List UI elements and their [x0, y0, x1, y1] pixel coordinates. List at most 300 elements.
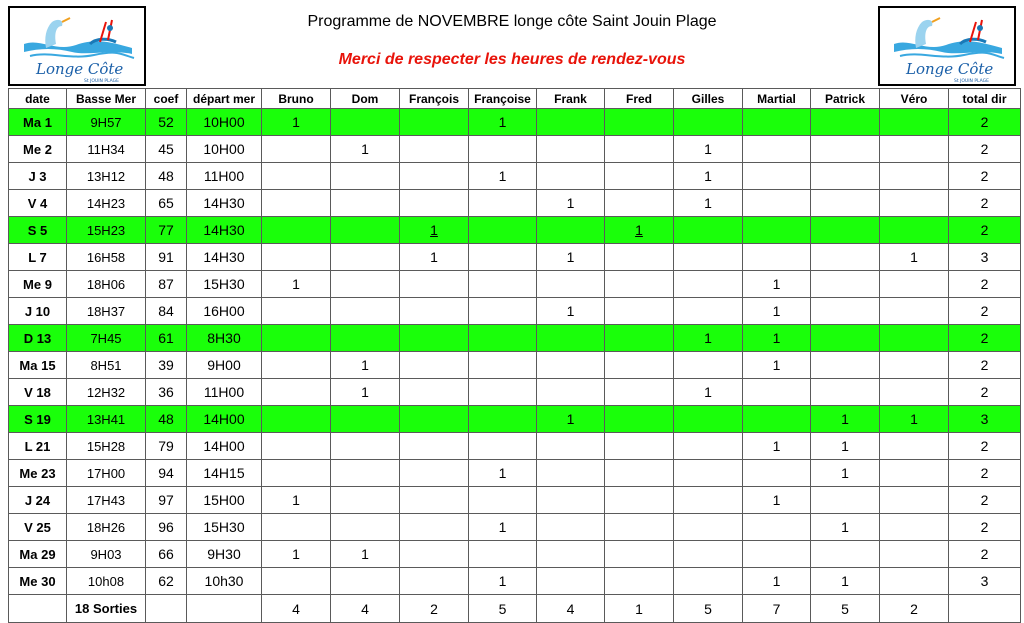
cell-basse-mer: 7H45: [67, 325, 146, 352]
cell-depart-mer: 14H30: [187, 190, 262, 217]
cell-basse-mer: 17H00: [67, 460, 146, 487]
cell-coef: 94: [146, 460, 187, 487]
cell-coef: 84: [146, 298, 187, 325]
cell-francois: [400, 109, 469, 136]
total-bruno: 4: [262, 595, 331, 623]
cell-francois: [400, 433, 469, 460]
cell-fred: [605, 271, 674, 298]
cell-frank: [537, 217, 605, 244]
header-row: [9, 89, 1021, 109]
cell-martial: [743, 460, 811, 487]
cell-francoise: [469, 244, 537, 271]
cell-coef: 97: [146, 487, 187, 514]
column-header-patrick: Patrick: [811, 89, 880, 109]
table-row: [9, 541, 1021, 568]
cell-basse-mer: 18H06: [67, 271, 146, 298]
cell-depart-mer: 11H00: [187, 163, 262, 190]
cell-total-dir: 3: [949, 244, 1021, 271]
cell-frank: 1: [537, 244, 605, 271]
cell-coef: 48: [146, 163, 187, 190]
cell-dom: [331, 487, 400, 514]
cell-date: L 7: [9, 244, 67, 271]
cell-gilles: [674, 352, 743, 379]
cell-vero: [880, 460, 949, 487]
cell-depart-mer: 9H00: [187, 352, 262, 379]
cell-date: Ma 1: [9, 109, 67, 136]
column-header-gilles: Gilles: [674, 89, 743, 109]
cell-coef: 39: [146, 352, 187, 379]
cell-date: Me 23: [9, 460, 67, 487]
cell-total-dir: 2: [949, 136, 1021, 163]
cell-date: L 21: [9, 433, 67, 460]
cell-martial: [743, 379, 811, 406]
cell-vero: [880, 190, 949, 217]
cell-martial: [743, 109, 811, 136]
table-row: [9, 217, 1021, 244]
cell-vero: [880, 433, 949, 460]
cell-martial: [743, 541, 811, 568]
cell-patrick: [811, 244, 880, 271]
cell-francoise: [469, 325, 537, 352]
cell-coef: 48: [146, 406, 187, 433]
cell-dom: [331, 217, 400, 244]
logo-right: [878, 6, 1016, 86]
cell-francois: [400, 136, 469, 163]
cell-dom: [331, 163, 400, 190]
table-row: [9, 379, 1021, 406]
total-martial: 7: [743, 595, 811, 623]
cell-depart-mer: 15H30: [187, 514, 262, 541]
cell-bruno: [262, 136, 331, 163]
cell-dom: [331, 190, 400, 217]
cell-martial: [743, 514, 811, 541]
table-row: [9, 298, 1021, 325]
cell-gilles: [674, 298, 743, 325]
cell-total-dir: 2: [949, 109, 1021, 136]
total-francois: 2: [400, 595, 469, 623]
cell-bruno: 1: [262, 109, 331, 136]
cell-fred: 1: [605, 217, 674, 244]
cell-basse-mer: 18H26: [67, 514, 146, 541]
cell-fred: [605, 514, 674, 541]
cell-coef: 66: [146, 541, 187, 568]
cell-dom: [331, 433, 400, 460]
cell-fred: [605, 487, 674, 514]
cell-bruno: [262, 460, 331, 487]
cell-basse-mer: 14H23: [67, 190, 146, 217]
cell-martial: 1: [743, 271, 811, 298]
cell-total-dir: 2: [949, 325, 1021, 352]
cell-date: J 24: [9, 487, 67, 514]
cell-total-dir: 2: [949, 379, 1021, 406]
cell-martial: [743, 190, 811, 217]
cell-depart-mer: 14H30: [187, 217, 262, 244]
cell-depart-mer: 15H00: [187, 487, 262, 514]
cell-francois: [400, 271, 469, 298]
cell-frank: [537, 109, 605, 136]
cell-francois: 1: [400, 244, 469, 271]
cell-date: S 19: [9, 406, 67, 433]
cell-coef: 52: [146, 109, 187, 136]
cell-total-dir: 2: [949, 514, 1021, 541]
cell-martial: [743, 244, 811, 271]
cell-vero: [880, 487, 949, 514]
column-header-bruno: Bruno: [262, 89, 331, 109]
table-row: [9, 190, 1021, 217]
cell-total-dir: 2: [949, 487, 1021, 514]
cell-gilles: 1: [674, 190, 743, 217]
cell-patrick: [811, 298, 880, 325]
total-frank: 4: [537, 595, 605, 623]
cell-fred: [605, 190, 674, 217]
cell-gilles: [674, 568, 743, 595]
cell-dom: 1: [331, 136, 400, 163]
column-header-frank: Frank: [537, 89, 605, 109]
cell-depart-mer: 14H15: [187, 460, 262, 487]
cell-francois: 1: [400, 217, 469, 244]
cell-date: D 13: [9, 325, 67, 352]
page-subtitle: Merci de respecter les heures de rendez-vous: [338, 51, 686, 68]
table-row: [9, 406, 1021, 433]
cell-patrick: [811, 163, 880, 190]
cell-depart-mer: 9H30: [187, 541, 262, 568]
cell-dom: [331, 460, 400, 487]
cell-frank: 1: [537, 298, 605, 325]
cell-dom: [331, 325, 400, 352]
cell-gilles: [674, 433, 743, 460]
cell-vero: [880, 136, 949, 163]
column-header-francoise: Françoise: [469, 89, 537, 109]
cell-patrick: [811, 352, 880, 379]
cell-frank: 1: [537, 406, 605, 433]
cell-francois: [400, 325, 469, 352]
cell-total-dir: 2: [949, 217, 1021, 244]
cell-bruno: [262, 352, 331, 379]
cell-martial: 1: [743, 433, 811, 460]
cell-patrick: 1: [811, 433, 880, 460]
cell-dom: [331, 568, 400, 595]
cell-gilles: [674, 109, 743, 136]
cell-vero: [880, 298, 949, 325]
total-patrick: 5: [811, 595, 880, 623]
cell-coef: 36: [146, 379, 187, 406]
total-francoise: 5: [469, 595, 537, 623]
table-row: [9, 514, 1021, 541]
cell-patrick: [811, 487, 880, 514]
svg-text:St JOUIN PLAGE: St JOUIN PLAGE: [84, 79, 119, 84]
cell-date: V 25: [9, 514, 67, 541]
cell-frank: [537, 271, 605, 298]
total-vero: 2: [880, 595, 949, 623]
cell-francoise: [469, 487, 537, 514]
total-dom: 4: [331, 595, 400, 623]
cell-frank: [537, 487, 605, 514]
cell-francois: [400, 406, 469, 433]
cell-basse-mer: 11H34: [67, 136, 146, 163]
cell-dom: 1: [331, 379, 400, 406]
cell-gilles: [674, 487, 743, 514]
cell-frank: [537, 514, 605, 541]
cell-date: J 10: [9, 298, 67, 325]
cell-martial: 1: [743, 298, 811, 325]
cell-fred: [605, 379, 674, 406]
cell-francoise: [469, 433, 537, 460]
cell-vero: 1: [880, 406, 949, 433]
cell-francois: [400, 514, 469, 541]
cell-francois: [400, 568, 469, 595]
cell-basse-mer: 9H03: [67, 541, 146, 568]
cell-bruno: [262, 298, 331, 325]
cell-coef: 91: [146, 244, 187, 271]
cell-date: S 5: [9, 217, 67, 244]
cell-francoise: 1: [469, 568, 537, 595]
cell-fred: [605, 352, 674, 379]
cell-basse-mer: 9H57: [67, 109, 146, 136]
cell-depart-mer: 14H00: [187, 433, 262, 460]
cell-patrick: [811, 379, 880, 406]
cell-francoise: [469, 352, 537, 379]
longe-cote-logo: [880, 8, 1014, 84]
column-header-basse-mer: Basse Mer: [67, 89, 146, 109]
cell-fred: [605, 244, 674, 271]
total-gilles: 5: [674, 595, 743, 623]
longe-cote-logo: [10, 8, 144, 84]
cell-date: V 18: [9, 379, 67, 406]
cell-vero: [880, 163, 949, 190]
column-header-fred: Fred: [605, 89, 674, 109]
cell-total-dir: 2: [949, 460, 1021, 487]
cell-basse-mer: 10h08: [67, 568, 146, 595]
cell-martial: [743, 163, 811, 190]
page-title: Programme de NOVEMBRE longe côte Saint Jouin Plage: [307, 13, 717, 30]
cell-empty: [146, 595, 187, 623]
cell-frank: [537, 541, 605, 568]
cell-francoise: 1: [469, 163, 537, 190]
cell-bruno: [262, 379, 331, 406]
cell-dom: 1: [331, 352, 400, 379]
table-row: [9, 487, 1021, 514]
cell-frank: [537, 568, 605, 595]
cell-francois: [400, 163, 469, 190]
cell-francois: [400, 460, 469, 487]
svg-text:Longe Côte: Longe Côte: [36, 60, 124, 78]
cell-bruno: [262, 217, 331, 244]
cell-frank: [537, 379, 605, 406]
cell-francoise: [469, 406, 537, 433]
cell-basse-mer: 16H58: [67, 244, 146, 271]
cell-vero: [880, 541, 949, 568]
column-header-depart-mer: départ mer: [187, 89, 262, 109]
cell-francoise: 1: [469, 460, 537, 487]
table-row: [9, 568, 1021, 595]
cell-frank: [537, 163, 605, 190]
column-header-martial: Martial: [743, 89, 811, 109]
cell-francois: [400, 379, 469, 406]
cell-date: Me 30: [9, 568, 67, 595]
column-header-dom: Dom: [331, 89, 400, 109]
cell-fred: [605, 568, 674, 595]
cell-total-dir: 2: [949, 190, 1021, 217]
cell-fred: [605, 460, 674, 487]
cell-francoise: 1: [469, 514, 537, 541]
cell-vero: [880, 217, 949, 244]
cell-fred: [605, 433, 674, 460]
cell-martial: 1: [743, 568, 811, 595]
cell-coef: 87: [146, 271, 187, 298]
cell-depart-mer: 10H00: [187, 109, 262, 136]
cell-patrick: 1: [811, 568, 880, 595]
cell-depart-mer: 10h30: [187, 568, 262, 595]
cell-bruno: [262, 163, 331, 190]
cell-francoise: [469, 136, 537, 163]
cell-patrick: [811, 136, 880, 163]
column-header-total-dir: total dir: [949, 89, 1021, 109]
cell-fred: [605, 163, 674, 190]
cell-gilles: [674, 271, 743, 298]
cell-francoise: [469, 379, 537, 406]
cell-total-dir: 3: [949, 406, 1021, 433]
cell-martial: [743, 406, 811, 433]
cell-depart-mer: 14H00: [187, 406, 262, 433]
schedule-body: [9, 109, 1021, 623]
cell-fred: [605, 325, 674, 352]
cell-gilles: 1: [674, 136, 743, 163]
cell-vero: [880, 514, 949, 541]
cell-basse-mer: 18H37: [67, 298, 146, 325]
cell-frank: [537, 352, 605, 379]
cell-bruno: 1: [262, 541, 331, 568]
cell-martial: 1: [743, 487, 811, 514]
cell-dom: [331, 406, 400, 433]
cell-martial: [743, 217, 811, 244]
cell-francoise: [469, 298, 537, 325]
cell-patrick: [811, 271, 880, 298]
column-header-francois: François: [400, 89, 469, 109]
cell-francoise: [469, 541, 537, 568]
cell-total-dir: 2: [949, 298, 1021, 325]
cell-total-dir: 2: [949, 541, 1021, 568]
cell-francois: [400, 352, 469, 379]
cell-bruno: [262, 433, 331, 460]
cell-basse-mer: 13H41: [67, 406, 146, 433]
cell-francoise: [469, 271, 537, 298]
cell-total-dir: 2: [949, 433, 1021, 460]
cell-total-dir: 2: [949, 271, 1021, 298]
cell-basse-mer: 15H28: [67, 433, 146, 460]
cell-depart-mer: 14H30: [187, 244, 262, 271]
cell-bruno: [262, 514, 331, 541]
cell-dom: [331, 244, 400, 271]
total-total-dir: [949, 595, 1021, 623]
cell-frank: [537, 325, 605, 352]
cell-date: Me 9: [9, 271, 67, 298]
cell-dom: [331, 298, 400, 325]
cell-patrick: [811, 109, 880, 136]
cell-fred: [605, 136, 674, 163]
column-header-date: date: [9, 89, 67, 109]
cell-francoise: [469, 217, 537, 244]
cell-depart-mer: 10H00: [187, 136, 262, 163]
cell-vero: [880, 109, 949, 136]
cell-martial: 1: [743, 325, 811, 352]
cell-francois: [400, 541, 469, 568]
cell-gilles: 1: [674, 325, 743, 352]
cell-coef: 61: [146, 325, 187, 352]
cell-basse-mer: 12H32: [67, 379, 146, 406]
cell-bruno: [262, 568, 331, 595]
cell-francois: [400, 298, 469, 325]
cell-coef: 77: [146, 217, 187, 244]
totals-row: [9, 595, 1021, 623]
cell-depart-mer: 11H00: [187, 379, 262, 406]
cell-patrick: 1: [811, 460, 880, 487]
cell-dom: [331, 109, 400, 136]
cell-total-dir: 3: [949, 568, 1021, 595]
cell-frank: [537, 433, 605, 460]
table-row: [9, 460, 1021, 487]
cell-frank: 1: [537, 190, 605, 217]
cell-gilles: [674, 406, 743, 433]
cell-vero: [880, 568, 949, 595]
cell-bruno: [262, 190, 331, 217]
cell-fred: [605, 541, 674, 568]
logo-left: [8, 6, 146, 86]
cell-vero: [880, 325, 949, 352]
column-header-vero: Véro: [880, 89, 949, 109]
total-sorties: 18 Sorties: [67, 595, 146, 623]
table-row: [9, 433, 1021, 460]
cell-coef: 45: [146, 136, 187, 163]
table-row: [9, 136, 1021, 163]
cell-dom: [331, 271, 400, 298]
cell-bruno: [262, 325, 331, 352]
column-header-coef: coef: [146, 89, 187, 109]
cell-date: J 3: [9, 163, 67, 190]
cell-dom: 1: [331, 541, 400, 568]
svg-text:Longe Côte: Longe Côte: [906, 60, 994, 78]
cell-gilles: [674, 460, 743, 487]
schedule-table: [8, 88, 1021, 623]
cell-coef: 65: [146, 190, 187, 217]
cell-fred: [605, 109, 674, 136]
cell-basse-mer: 13H12: [67, 163, 146, 190]
cell-basse-mer: 8H51: [67, 352, 146, 379]
cell-coef: 62: [146, 568, 187, 595]
cell-date: Ma 29: [9, 541, 67, 568]
cell-date: Me 2: [9, 136, 67, 163]
cell-vero: [880, 379, 949, 406]
cell-empty: [187, 595, 262, 623]
cell-patrick: [811, 190, 880, 217]
cell-gilles: [674, 244, 743, 271]
cell-patrick: [811, 325, 880, 352]
cell-gilles: 1: [674, 379, 743, 406]
cell-gilles: [674, 514, 743, 541]
cell-total-dir: 2: [949, 163, 1021, 190]
cell-francoise: [469, 190, 537, 217]
table-row: [9, 244, 1021, 271]
cell-patrick: [811, 217, 880, 244]
cell-fred: [605, 406, 674, 433]
cell-martial: [743, 136, 811, 163]
cell-francois: [400, 487, 469, 514]
cell-bruno: 1: [262, 487, 331, 514]
cell-basse-mer: 15H23: [67, 217, 146, 244]
cell-vero: [880, 271, 949, 298]
cell-empty: [9, 595, 67, 623]
cell-frank: [537, 460, 605, 487]
table-row: [9, 325, 1021, 352]
